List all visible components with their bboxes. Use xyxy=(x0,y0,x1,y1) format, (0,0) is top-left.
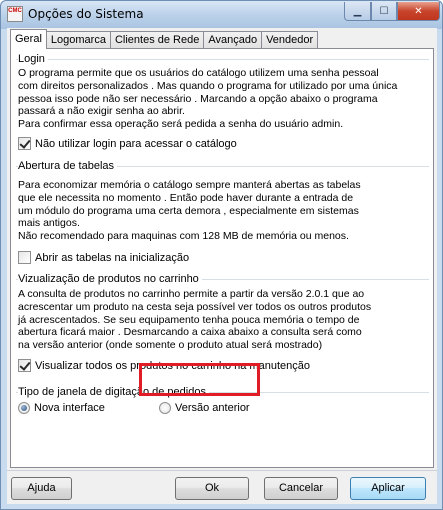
tab-strip xyxy=(10,29,317,48)
cart-group-title: Vizualização de produtos no carrinho xyxy=(18,273,202,285)
login-description: O programa permite que os usuários do catálogo utilizem uma senha pessoal com direitos personalizados . Mas quando o programa for utilizado por uma única pessoa isso pode não ser necessário . Marcando a opção abaixo o programa passará a não exigir senha ao abrir. Para confirmar essa operação será pedida a senha do usuário admin. xyxy=(18,67,398,131)
title-bar[interactable] xyxy=(1,1,442,28)
tab-vendedor[interactable]: Vendedor xyxy=(261,31,318,49)
new-interface-radio-row[interactable] xyxy=(18,402,105,414)
maximize-icon: ☐ xyxy=(379,5,389,17)
tab-panel-geral xyxy=(10,48,434,468)
old-version-radio-label[interactable]: Versão anterior xyxy=(175,402,250,414)
no-login-checkbox[interactable] xyxy=(18,137,31,150)
open-tables-checkbox-row[interactable] xyxy=(18,251,189,264)
close-button[interactable] xyxy=(397,2,440,21)
login-group-title: Login xyxy=(18,53,48,65)
minimize-icon: ▁ xyxy=(353,5,362,17)
app-icon: CMC xyxy=(7,6,23,22)
entry-window-group xyxy=(16,386,429,432)
login-group xyxy=(16,53,429,163)
no-login-checkbox-row[interactable] xyxy=(18,137,237,150)
help-button[interactable]: Ajuda xyxy=(11,477,72,500)
cancel-button[interactable]: Cancelar xyxy=(264,477,338,500)
group-divider xyxy=(16,59,429,60)
tab-geral[interactable]: Geral xyxy=(10,29,47,49)
window-title: Opções do Sistema xyxy=(28,7,144,21)
ok-button[interactable]: Ok xyxy=(175,477,249,500)
open-tables-checkbox[interactable] xyxy=(18,251,31,264)
view-all-products-checkbox-label[interactable]: Visualizar todos os produtos no carrinho na manutenção xyxy=(35,359,310,372)
new-interface-radio-label[interactable]: Nova interface xyxy=(34,402,105,414)
tables-group-title: Abertura de tabelas xyxy=(18,160,117,172)
tab-clientes-de-rede[interactable]: Clientes de Rede xyxy=(110,31,204,49)
entry-window-group-title: Tipo de janela de digitação de pedidos xyxy=(18,386,209,398)
old-version-radio[interactable] xyxy=(159,402,171,414)
highlight-annotation xyxy=(139,363,260,396)
minimize-button[interactable] xyxy=(344,2,371,21)
tab-avancado[interactable]: Avançado xyxy=(203,31,262,49)
footer-divider xyxy=(7,470,437,471)
new-interface-radio[interactable] xyxy=(18,402,30,414)
open-tables-checkbox-label[interactable]: Abrir as tabelas na inicialização xyxy=(35,251,190,264)
tab-logomarca[interactable]: Logomarca xyxy=(46,31,111,49)
no-login-checkbox-label[interactable]: Não utilizar login para acessar o catálogo xyxy=(35,137,237,150)
maximize-button[interactable] xyxy=(371,2,397,21)
dialog-client xyxy=(7,28,437,504)
view-all-products-checkbox[interactable] xyxy=(18,359,31,372)
tables-description: Para economizar memória o catálogo sempre manterá abertas as tabelas que ele necessita no momento . Então pode haver durante a entrada de um módulo do programa uma certa demora , especialmente em sistemas mais antigos. Não recomendado para maquinas com 128 MB de memória ou menos. xyxy=(18,179,361,243)
old-version-radio-row[interactable] xyxy=(159,402,250,414)
tables-group xyxy=(16,160,429,274)
apply-button[interactable]: Aplicar xyxy=(350,477,426,500)
close-icon: ✕ xyxy=(414,5,423,17)
cart-description: A consulta de produtos no carrinho permite a partir da versão 2.0.1 que ao acrescentar um produto na cesta seja possível ver todos os outros produtos já acrescentados. Se seu equipamento tenha pouca memória o tempo de abertura ficará maior . Desmarcando a caixa abaixo a consulta será como na versão anterior (onde somente o produto atual será mostrado) xyxy=(18,288,372,352)
